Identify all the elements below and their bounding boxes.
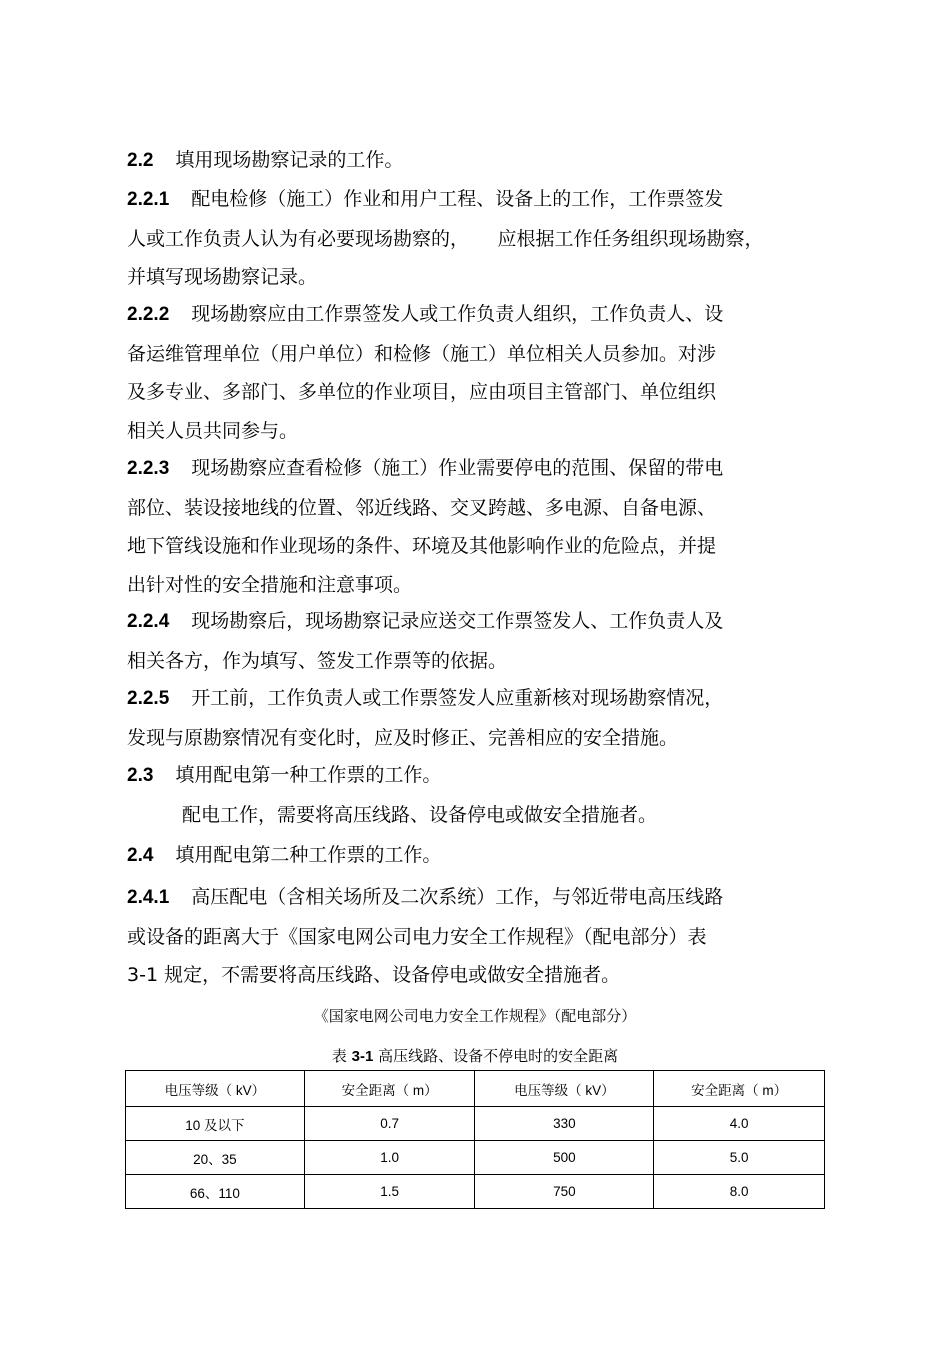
section-text: 现场勘察应由工作票签发人或工作负责人组织，工作负责人、设 <box>191 303 724 325</box>
table-caption-number: 3-1 <box>351 1048 374 1065</box>
section-text: 开工前，工作负责人或工作票签发人应重新核对现场勘察情况， <box>191 687 724 709</box>
table-caption-title: 高压线路、设备不停电时的安全距离 <box>373 1047 619 1065</box>
section-2-2-3 <box>127 449 817 604</box>
table-cell: 8.0 <box>654 1175 825 1209</box>
section-number: 2.2.4 <box>127 611 170 632</box>
table-row <box>126 1175 825 1209</box>
section-text: 备运维管理单位（用户单位）和检修（施工）单位相关人员参加。对涉 <box>127 342 717 365</box>
section-number: 2.2 <box>127 150 154 171</box>
section-number: 2.3 <box>127 765 154 786</box>
safety-distance-table <box>125 1070 825 1209</box>
section-number: 2.4 <box>127 845 154 866</box>
section-text: 部位、装设接地线的位置、邻近线路、交叉跨越、多电源、自备电源、 <box>127 496 717 519</box>
table-cell: 750 <box>475 1175 654 1209</box>
table-row <box>126 1107 825 1141</box>
section-text: 出针对性的安全措施和注意事项。 <box>127 573 413 596</box>
header-voltage-level: 电压等级（ kV） <box>126 1071 305 1107</box>
section-2-3-body <box>127 796 817 835</box>
section-2-4 <box>127 836 817 876</box>
section-number: 2.2.3 <box>127 458 170 479</box>
header-voltage-level: 电压等级（ kV） <box>475 1071 654 1107</box>
section-text: 发现与原勘察情况有变化时，应及时修正、完善相应的安全措施。 <box>127 726 679 749</box>
table-caption-prefix: 表 <box>331 1047 352 1065</box>
section-2-2-4 <box>127 602 817 680</box>
section-2-2-5 <box>127 679 817 757</box>
table-cell: 66、110 <box>126 1175 305 1209</box>
section-number: 2.4.1 <box>127 887 170 908</box>
section-text: 填用配电第一种工作票的工作。 <box>175 764 442 786</box>
section-text: 配电检修（施工）作业和用户工程、设备上的工作，工作票签发 <box>191 188 724 210</box>
section-text: 现场勘察应查看检修（施工）作业需要停电的范围、保留的带电 <box>191 457 724 479</box>
section-number: 2.2.5 <box>127 688 170 709</box>
table-header-row <box>126 1071 825 1107</box>
section-text: 相关人员共同参与。 <box>127 419 299 442</box>
table-cell: 20、35 <box>126 1141 305 1175</box>
section-number: 2.2.1 <box>127 189 170 210</box>
section-text: 3-1 规定，不需要将高压线路、设备停电或做安全措施者。 <box>127 964 621 986</box>
section-text: 配电工作，需要将高压线路、设备停电或做安全措施者。 <box>182 804 658 826</box>
section-text: 地下管线设施和作业现场的条件、环境及其他影响作业的危险点，并提 <box>127 535 717 557</box>
table-source-caption: 《国家电网公司电力安全工作规程》（配电部分） <box>313 1007 637 1025</box>
section-text: 填用配电第二种工作票的工作。 <box>175 844 442 866</box>
table-cell: 0.7 <box>304 1107 475 1141</box>
table-cell: 10 及以下 <box>126 1107 305 1141</box>
section-number: 2.2.2 <box>127 304 170 325</box>
table-cell: 1.5 <box>304 1175 475 1209</box>
section-text: 或设备的距离大于《国家电网公司电力安全工作规程》（配电部分）表 <box>127 925 707 948</box>
section-2-2-1 <box>127 180 817 297</box>
table-caption <box>0 1045 950 1066</box>
table-cell: 1.0 <box>304 1141 475 1175</box>
table-cell: 5.0 <box>654 1141 825 1175</box>
section-text: 相关各方，作为填写、签发工作票等的依据。 <box>127 649 508 672</box>
section-2-3 <box>127 756 817 796</box>
section-text: 填用现场勘察记录的工作。 <box>175 149 404 171</box>
header-safety-distance: 安全距离（ m） <box>654 1071 825 1107</box>
section-text: 人或工作负责人认为有必要现场勘察的， 应根据工作任务组织现场勘察， <box>127 227 764 250</box>
section-text: 现场勘察后，现场勘察记录应送交工作票签发人、工作负责人及 <box>191 610 724 632</box>
table-row <box>126 1141 825 1175</box>
table-cell: 4.0 <box>654 1107 825 1141</box>
section-2-2-2 <box>127 295 817 450</box>
section-2-4-1 <box>127 878 817 995</box>
table-cell: 330 <box>475 1107 654 1141</box>
section-text: 及多专业、多部门、多单位的作业项目，应由项目主管部门、单位组织 <box>127 381 717 403</box>
section-text: 高压配电（含相关场所及二次系统）工作，与邻近带电高压线路 <box>191 886 724 908</box>
section-text: 并填写现场勘察记录。 <box>127 266 318 288</box>
header-safety-distance: 安全距离（ m） <box>304 1071 475 1107</box>
section-2-2 <box>127 141 817 181</box>
table-cell: 500 <box>475 1141 654 1175</box>
